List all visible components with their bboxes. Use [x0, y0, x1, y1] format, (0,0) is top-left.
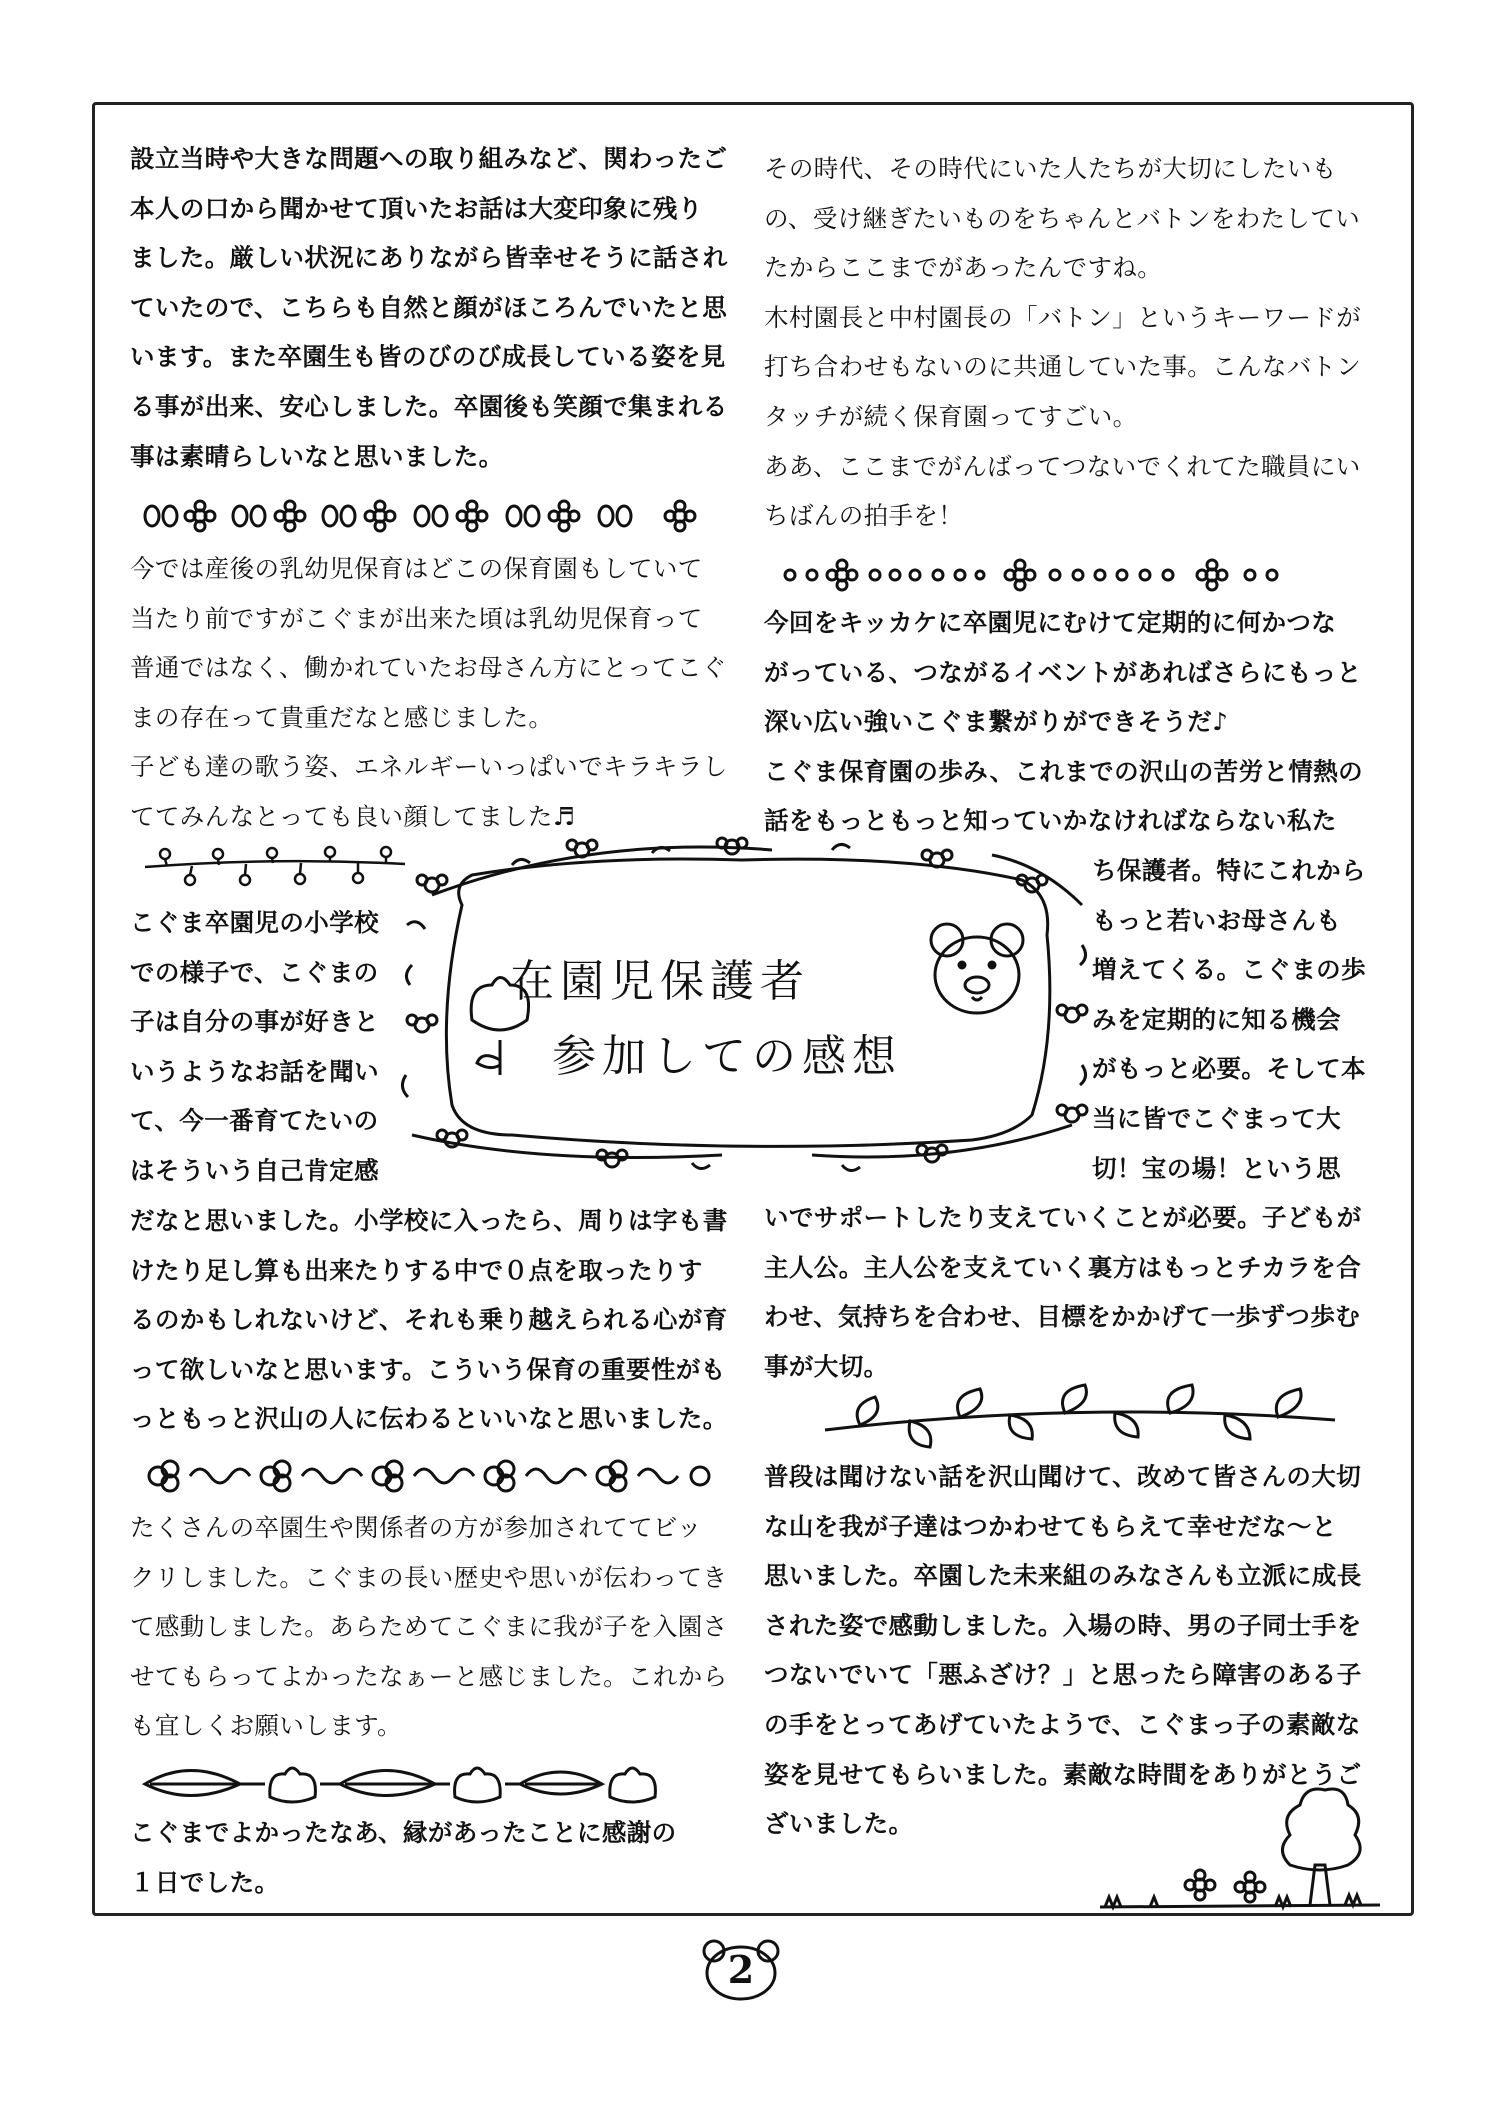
text-line: 木村園長と中村園長の「バトン」というキーワードが: [764, 302, 1362, 332]
right-section-2-narrow: [1092, 846, 1366, 1193]
text-line: 本人の口から聞かせて頂いたお話は大変印象に残り: [130, 193, 703, 223]
divider-leaves-tulips-icon: [140, 1752, 680, 1812]
text-line: 主人公。主人公を支えていく裏方はもっとチカラを合: [764, 1252, 1362, 1282]
text-line: っともっと沢山の人に伝わるといいなと思いました。: [130, 1404, 728, 1434]
text-line: ちばんの拍手を！: [764, 501, 964, 531]
text-line: 子ども達の歌う姿、エネルギーいっぱいでキラキラし: [130, 752, 728, 782]
text-line: も宜しくお願いします。: [130, 1711, 402, 1741]
right-section-2-wide: [764, 598, 1363, 846]
text-line: せてもらってよかったなぁーと感じました。これから: [130, 1661, 728, 1691]
text-line: 普通ではなく、働かれていたお母さん方にとってこぐ: [130, 653, 727, 683]
text-line: 思いました。卒園した未来組のみなさんも立派に成長: [764, 1561, 1362, 1591]
text-line: された姿で感動しました。入場の時、男の子同士手を: [764, 1610, 1362, 1640]
text-line: 姿を見せてもらいました。素敵な時間をありがとうご: [764, 1759, 1362, 1789]
text-line: 打ち合わせもないのに共通していた事。こんなバトン: [764, 352, 1362, 382]
text-line: ててみんなとっても良い顔してました♬: [130, 801, 576, 831]
text-line: 事は素晴らしいなと思いました。: [130, 441, 504, 471]
left-section-5: [130, 1808, 677, 1907]
text-line: 当たり前ですがこぐまが出来た頃は乳幼児保育って: [130, 603, 703, 633]
divider-leafy-vine-icon: [820, 1375, 1340, 1455]
text-line: たからここまでがあったんですね。: [764, 253, 1163, 283]
text-line: って欲しいなと思います。こういう保育の重要性がも: [130, 1354, 726, 1384]
text-line: もっと若いお母さんも: [1092, 905, 1341, 935]
text-line: 設立当時や大きな問題への取り組みなど、関わったご: [130, 144, 728, 173]
text-line: る事が出来、安心しました。卒園後も笑顔で集まれる: [130, 391, 728, 421]
title-line-1: 在園児保護者: [510, 956, 810, 1007]
text-line: ていたので、こちらも自然と顔がほころんでいたと思: [130, 292, 728, 322]
text-line: いでサポートしたり支えていくことが必要。子どもが: [764, 1203, 1362, 1232]
text-line: るのかもしれないけど、それも乗り越えられる心が育: [130, 1305, 728, 1335]
text-line: ち保護者。特にこれから: [1092, 856, 1366, 885]
text-line: 普段は聞けない話を沢山聞けて、改めて皆さんの大切: [764, 1462, 1362, 1491]
title-box: [392, 835, 1092, 1175]
text-line: 当に皆でこぐまって大: [1092, 1103, 1341, 1133]
text-line: て、今一番育てたいの: [130, 1106, 379, 1136]
text-line: の、受け継ぎたいものをちゃんとバトンをわたしてい: [764, 203, 1361, 233]
left-section-2: [130, 544, 728, 842]
text-line: な山を我が子達はつかわせてもらえて幸せだな～と: [764, 1511, 1337, 1541]
text-line: て感動しました。あらためてこぐまに我が子を入園さ: [130, 1612, 728, 1642]
text-line: の手をとってあげていたようで、こぐまっ子の素敵な: [764, 1709, 1361, 1739]
text-line: だなと思いました。小学校に入ったら、周りは字も書: [130, 1206, 728, 1235]
text-line: ああ、ここまでがんばってつないでくれてた職員にい: [764, 451, 1361, 481]
left-section-3-wide: [130, 1196, 728, 1444]
text-line: けたり足し算も出来たりする中で０点を取ったりす: [130, 1255, 703, 1285]
title-line-2: 参加しての感想: [552, 1031, 902, 1082]
divider-swirl-flowers-icon: [140, 1452, 720, 1500]
text-line: みを定期的に知る機会: [1092, 1004, 1341, 1034]
left-section-4: [130, 1503, 728, 1751]
text-line: つないでいて「悪ふざけ？」と思ったら障害のある子: [764, 1660, 1362, 1690]
text-line: こぐまでよかったなあ、縁があったことに感謝の: [130, 1818, 677, 1847]
page-number-badge: [696, 1935, 786, 2001]
text-line: での様子で、こぐまの: [130, 957, 379, 987]
text-line: がもっと必要。そして本: [1092, 1054, 1366, 1084]
text-line: 今では産後の乳幼児保育はどこの保育園もしていて: [130, 554, 703, 583]
divider-dots-flowers-icon: [780, 555, 1360, 595]
text-line: がっている、つながるイベントがあればさらにもっと: [764, 657, 1362, 687]
text-line: クリしました。こぐまの長い歴史や思いが伝わってき: [130, 1562, 728, 1592]
text-line: １日でした。: [130, 1867, 280, 1897]
text-line: 今回をキッカケに卒園児にむけて定期的に何かつな: [764, 608, 1337, 637]
left-section-3-narrow: [130, 898, 379, 1196]
text-line: 話をもっともっと知っていかなければならない私た: [764, 806, 1337, 836]
text-line: ました。厳しい状況にありながら皆幸せそうに話され: [130, 243, 728, 273]
text-line: 事が大切。: [764, 1351, 889, 1381]
divider-vine-icon: [140, 842, 410, 892]
text-line: 子は自分の事が好きと: [130, 1007, 379, 1037]
text-line: たくさんの卒園生や関係者の方が参加されててビッ: [130, 1513, 702, 1542]
text-line: こぐま卒園児の小学校: [130, 908, 379, 937]
text-line: こぐま保育園の歩み、これまでの沢山の苦労と情熱の: [764, 756, 1364, 786]
text-line: います。また卒園生も皆のびのび成長している姿を見: [130, 342, 726, 372]
right-section-1: [764, 144, 1361, 541]
text-line: まの存在って貴重だなと感じました。: [130, 702, 554, 732]
left-section-1: [130, 134, 728, 481]
text-line: 深い広い強いこぐま繋がりができそうだ♪: [764, 707, 1229, 737]
bear-face-icon: [931, 924, 1023, 1013]
tree-flowers-icon: [1090, 1775, 1390, 1915]
divider-flowers-icon: [140, 495, 720, 537]
text-line: 切！宝の場！という思: [1092, 1153, 1341, 1183]
text-line: その時代、その時代にいた人たちが大切にしたいも: [764, 154, 1337, 183]
text-line: 増えてくる。こぐまの歩: [1092, 955, 1366, 985]
right-section-2-wide-continued: [764, 1193, 1362, 1391]
text-line: はそういう自己肯定感: [130, 1155, 379, 1185]
page-number: 2: [727, 1947, 755, 1992]
text-line: わせ、気持ちを合わせ、目標をかかげて一歩ずつ歩む: [764, 1302, 1361, 1332]
text-line: タッチが続く保育園ってすごい。: [764, 401, 1138, 431]
text-line: いうようなお話を聞い: [130, 1056, 379, 1086]
text-line: ざいました。: [764, 1809, 914, 1839]
